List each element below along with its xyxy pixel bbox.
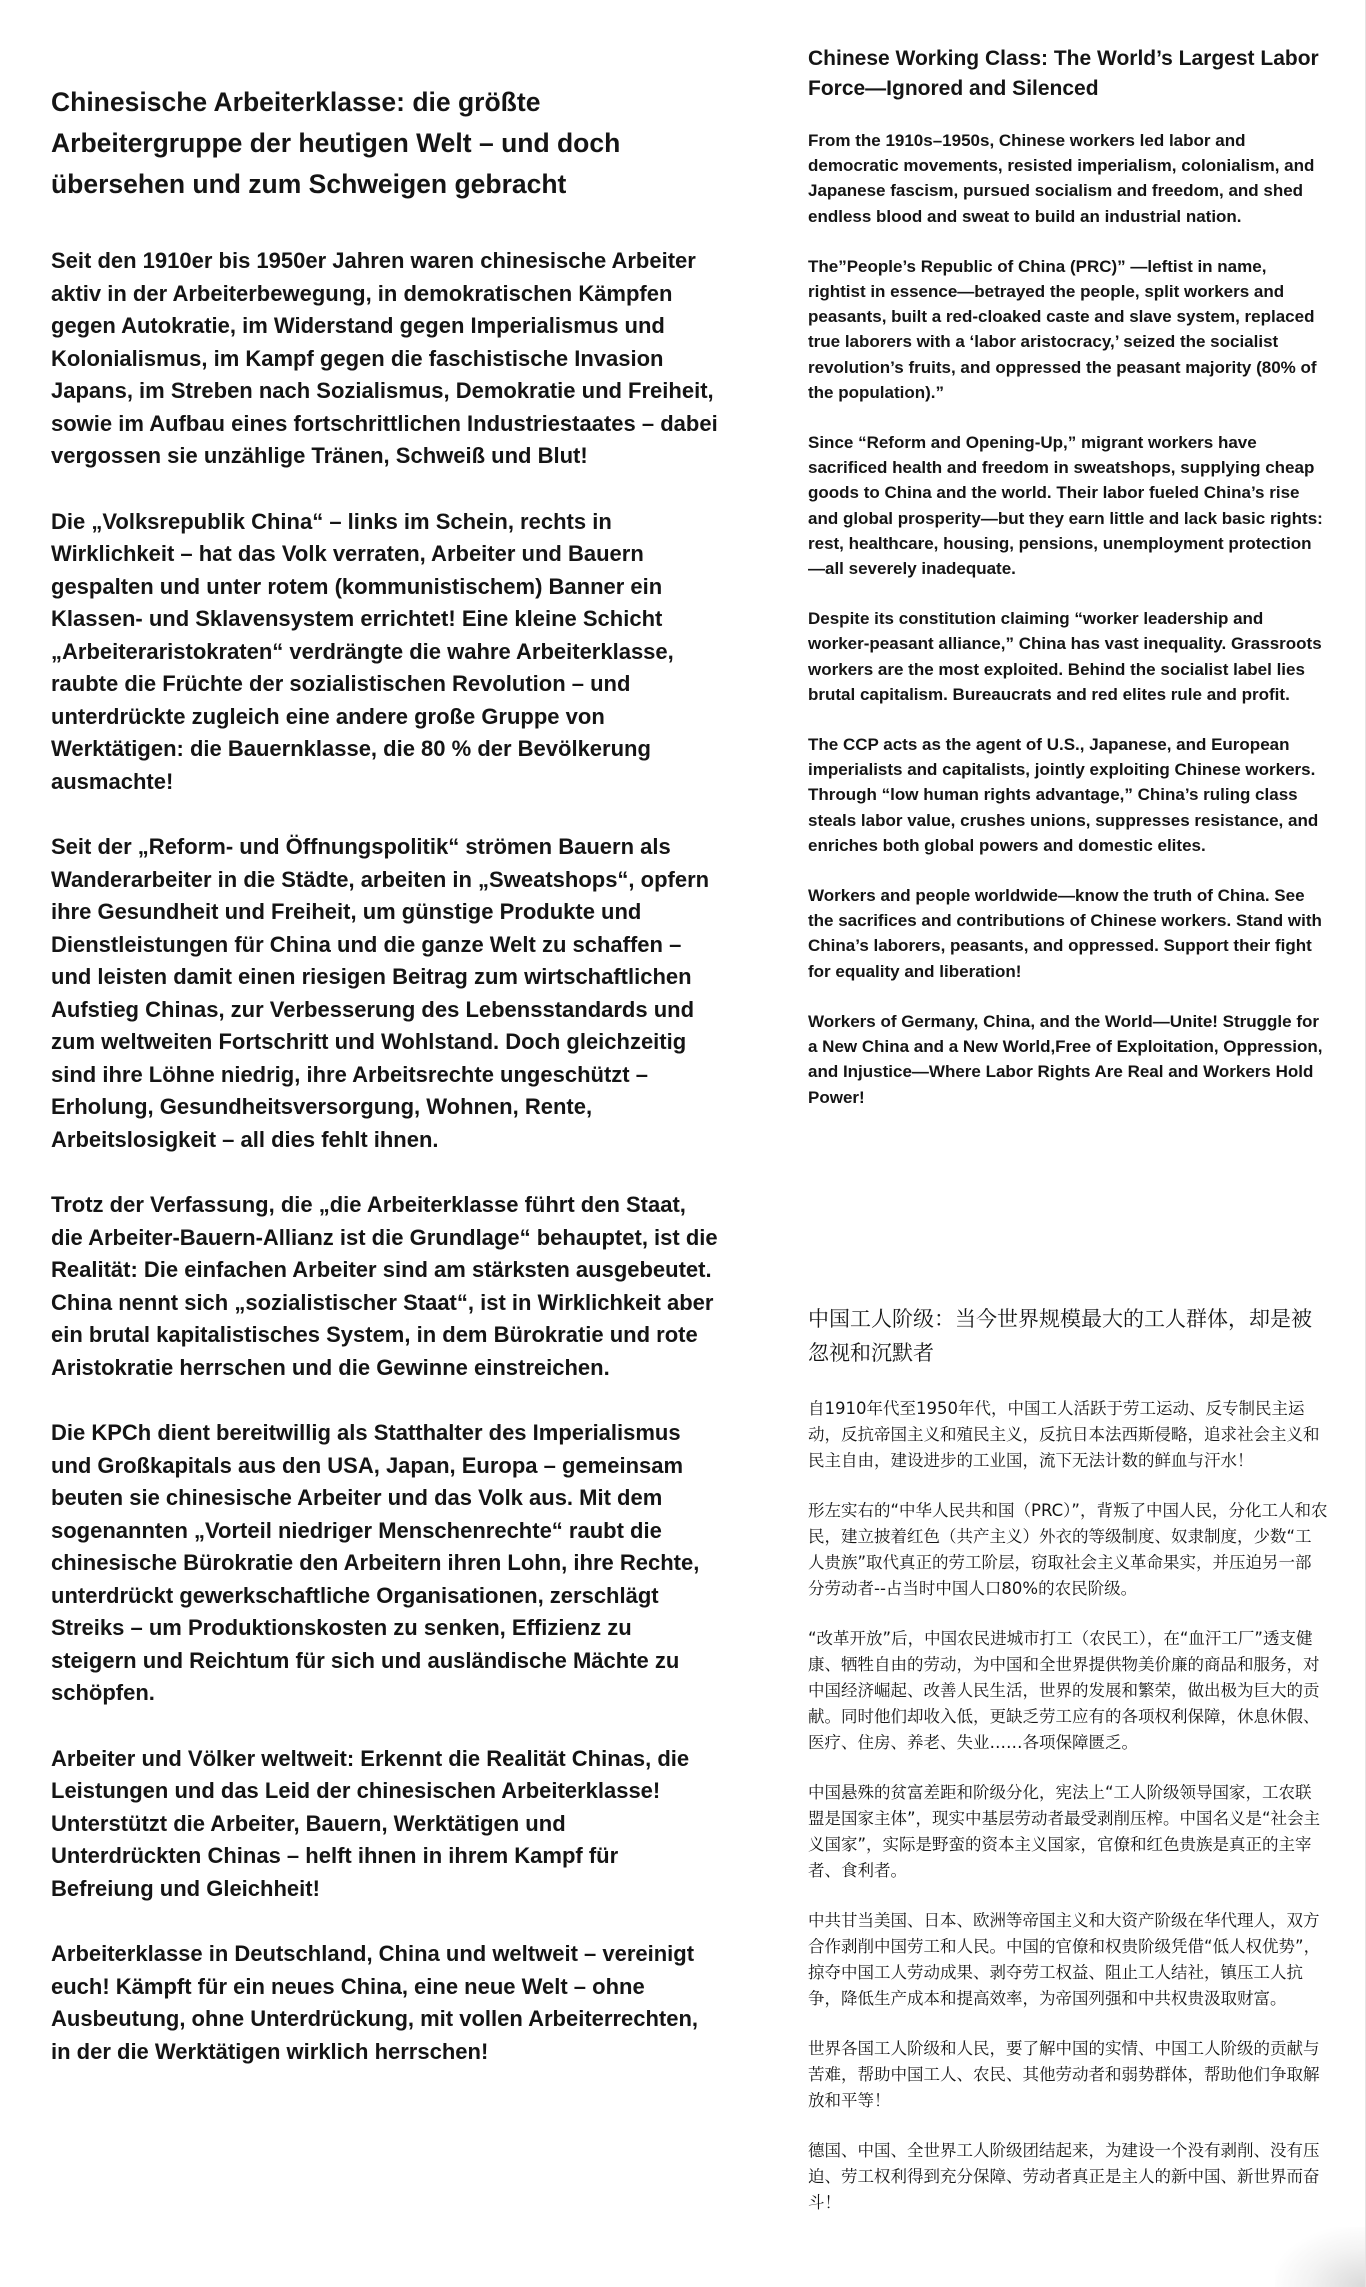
english-paragraph-4: Despite its constitution claiming “worker leadership and worker-peasant alliance,” China has vast inequality. Grassroots workers are the most exploited. Behind the socialist label lies brutal capitalism. Bureaucrats and red elites rule and profit. [808, 609, 1322, 704]
chinese-paragraph-5: 中共甘当美国、日本、欧洲等帝国主义和大资产阶级在华代理人，双方合作剥削中国劳工和人民。中国的官僚和权贵阶级凭借“低人权优势”，掠夺中国工人劳动成果、剥夺劳工权益、阻止工人结社，镇压工人抗争，降低生产成本和提高效率，为帝国列强和中共权贵汲取财富。 [808, 1911, 1321, 2008]
german-paragraph-2: Die „Volksrepublik China“ – links im Schein, rechts in Wirklichkeit – hat das Volk verraten, Arbeiter und Bauern gespalten und unter rotem (kommunistischem) Banner ein Klassen- und Sklavensystem errichtet! Eine kleine Schicht „Arbeiteraristokraten“ verdrängte die wahre Arbeiterklasse, raubte die Früchte der sozialistischen Revolution – und unterdrückte zugleich eine andere große Gruppe von Werktätigen: die Bauernklasse, die 80 % der Bevölkerung ausmachte! [51, 508, 674, 794]
english-title: Chinese Working Class: The World’s Largest Labor Force—Ignored and Silenced [808, 47, 1319, 100]
chinese-paragraph-1: 自1910年代至1950年代，中国工人活跃于劳工运动、反专制民主运动，反抗帝国主义和殖民主义，反抗日本法西斯侵略，追求社会主义和民主自由，建设进步的工业国，流下无法计数的鲜血与汗水！ [808, 1399, 1320, 1470]
chinese-column [808, 1302, 1328, 2240]
german-paragraph-1: Seit den 1910er bis 1950er Jahren waren chinesische Arbeiter aktiv in der Arbeiterbewegung, in demokratischen Kämpfen gegen Autokratie, im Widerstand gegen Imperialismus und Kolonialismus, im Kampf gegen die faschistische Invasion Japans, im Streben nach Sozialismus, Demokratie und Freiheit, sowie im Aufbau eines fortschrittlichen Industriestaates – dabei vergossen sie unzählige Tränen, Schweiß und Blut! [51, 248, 718, 468]
english-paragraph-3: Since “Reform and Opening-Up,” migrant workers have sacrificed health and freedom in sweatshops, supplying cheap goods to China and the world. Their labor fueled China’s rise and global prosperity—but they earn little and lack basic rights: rest, healthcare, housing, pensions, unemployment protection—all severely inadequate. [808, 433, 1323, 579]
english-paragraph-5: The CCP acts as the agent of U.S., Japanese, and European imperialists and capitalists, jointly exploiting Chinese workers. Through “low human rights advantage,” China’s ruling class steals labor value, crushes unions, suppresses resistance, and enriches both global powers and domestic elites. [808, 735, 1319, 855]
german-title: Chinesische Arbeiterklasse: die größte Arbeitergruppe der heutigen Welt – und doch übersehen und zum Schweigen gebracht [51, 87, 621, 199]
english-paragraph-7: Workers of Germany, China, and the World—Unite! Struggle for a New China and a New World,Free of Exploitation, Oppression, and Injustice—Where Labor Rights Are Real and Workers Hold Power! [808, 1011, 1323, 1107]
german-paragraph-6: Arbeiter und Völker weltweit: Erkennt die Realität Chinas, die Leistungen und das Leid der chinesischen Arbeiterklasse! Unterstützt die Arbeiter, Bauern, Werktätigen und Unterdrückten Chinas – helft ihnen in ihrem Kampf für Befreiung und Gleichheit! [51, 1745, 690, 1901]
english-column [808, 44, 1328, 1135]
english-paragraph-6: Workers and people worldwide—know the truth of China. See the sacrifices and contributions of Chinese workers. Stand with China’s laborers, peasants, and oppressed. Support their fight for equality and liberation! [808, 886, 1322, 981]
chinese-paragraph-6: 世界各国工人阶级和人民，要了解中国的实情、中国工人阶级的贡献与苦难，帮助中国工人、农民、其他劳动者和弱势群体，帮助他们争取解放和平等！ [808, 2039, 1320, 2110]
chinese-title: 中国工人阶级：当今世界规模最大的工人群体，却是被忽视和沉默者 [808, 1307, 1312, 1365]
english-paragraph-2: The”People’s Republic of China (PRC)” —leftist in name, rightist in essence—betrayed the people, split workers and peasants, built a red-cloaked caste and slave system, replaced true laborers with a ‘labor aristocracy,’ seized the socialist revolution’s fruits, and oppressed the peasant majority (80% of the population).” [808, 256, 1317, 402]
chinese-paragraph-3: “改革开放”后，中国农民进城市打工（农民工），在“血汗工厂”透支健康、牺牲自由的劳动，为中国和全世界提供物美价廉的商品和服务，对中国经济崛起、改善人民生活，世界的发展和繁荣，做出极为巨大的贡献。同时他们却收入低，更缺乏劳工应有的各项权利保障，休息休假、医疗、住房、养老、失业……各项保障匮乏。 [808, 1629, 1320, 1752]
german-paragraph-5: Die KPCh dient bereitwillig als Statthalter des Imperialismus und Großkapitals aus den USA, Japan, Europa – gemeinsam beuten sie chinesische Arbeiter und das Volk aus. Mit dem sogenannten „Vorteil niedriger Menschenrechte“ raubt die chinesische Bürokratie den Arbeitern ihren Lohn, ihre Rechte, unterdrückt gewerkschaftliche Organisationen, zerschlägt Streiks – um Produktionskosten zu senken, Effizienz zu steigern und Reichtum für sich und ausländische Mächte zu schöpfen. [51, 1420, 700, 1705]
page-corner-shadow [1275, 2227, 1365, 2287]
german-paragraph-4: Trotz der Verfassung, die „die Arbeiterklasse führt den Staat, die Arbeiter-Bauern-Allianz ist die Grundlage“ behauptet, ist die Realität: Die einfachen Arbeiter sind am stärksten ausgebeutet. China nennt sich „sozialistischer Staat“, ist in Wirklichkeit aber ein brutal kapitalistisches System, in dem Bürokratie und rote Aristokratie herrschen und die Gewinne einstreichen. [51, 1192, 718, 1380]
english-paragraph-1: From the 1910s–1950s, Chinese workers led labor and democratic movements, resisted imperialism, colonialism, and Japanese fascism, pursued socialism and freedom, and shed endless blood and sweat to build an industrial nation. [808, 131, 1315, 226]
chinese-paragraph-7: 德国、中国、全世界工人阶级团结起来，为建设一个没有剥削、没有压迫、劳工权利得到充分保障、劳动者真正是主人的新中国、新世界而奋斗！ [808, 2141, 1320, 2212]
chinese-paragraph-2: 形左实右的“中华人民共和国（PRC）”，背叛了中国人民，分化工人和农民，建立披着红色（共产主义）外衣的等级制度、奴隶制度，少数“工人贵族”取代真正的劳工阶层，窃取社会主义革命果实，并压迫另一部分劳动者--占当时中国人口80%的农民阶级。 [808, 1501, 1328, 1598]
german-paragraph-7: Arbeiterklasse in Deutschland, China und weltweit – vereinigt euch! Kämpft für ein neues China, eine neue Welt – ohne Ausbeutung, ohne Unterdrückung, mit vollen Arbeiterrechten, in der die Werktätigen wirklich herrschen! [51, 1941, 699, 2064]
chinese-paragraph-4: 中国悬殊的贫富差距和阶级分化，宪法上“工人阶级领导国家，工农联盟是国家主体”，现实中基层劳动者最受剥削压榨。中国名义是“社会主义国家”，实际是野蛮的资本主义国家，官僚和红色贵族是真正的主宰者、食利者。 [808, 1783, 1321, 1880]
german-column [51, 82, 721, 2101]
german-paragraph-3: Seit der „Reform- und Öffnungspolitik“ strömen Bauern als Wanderarbeiter in die Städte, arbeiten in „Sweatshops“, opfern ihre Gesundheit und Freiheit, um günstige Produkte und Dienstleistungen für China und die ganze Welt zu schaffen – und leisten damit einen riesigen Beitrag zum wirtschaftlichen Aufstieg Chinas, zur Verbesserung des Lebensstandards und zum weltweiten Fortschritt und Wohlstand. Doch gleichzeitig sind ihre Löhne niedrig, ihre Arbeitsrechte ungeschützt – Erholung, Gesundheitsversorgung, Wohnen, Rente, Arbeitslosigkeit – all dies fehlt ihnen. [51, 834, 710, 1152]
